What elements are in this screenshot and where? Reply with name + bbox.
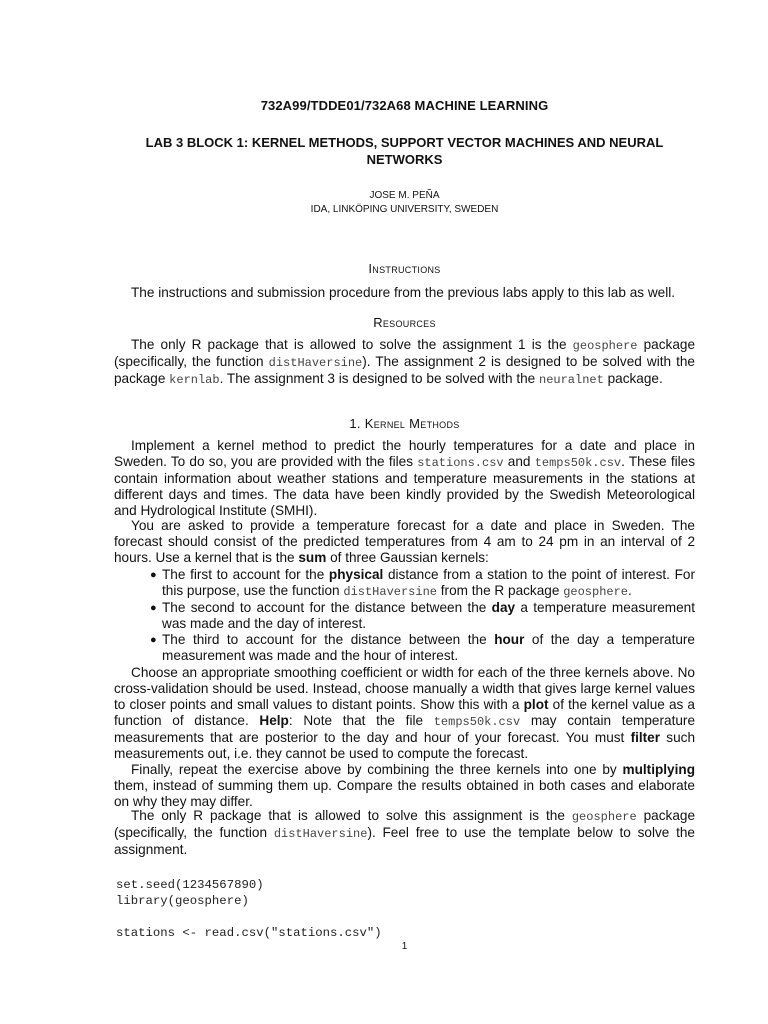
kernel-paragraph-2: You are asked to provide a temperature forecast for a date and place in Sweden. The forecast should consist of the predicted temperatures from 4 am to 24 pm in an interval of 2 hours. Use a kernel that is the sum of three Gaussian kernels: bbox=[114, 518, 695, 565]
code-line: set.seed(1234567890) bbox=[116, 878, 264, 892]
code-geosphere: geosphere bbox=[572, 339, 638, 353]
author-block bbox=[114, 189, 695, 217]
page-number: 1 bbox=[401, 941, 408, 952]
kernel-paragraph-3: Choose an appropriate smoothing coefficient or width for each of the three kernels above. No cross-validation should be used. Instead, choose manually a width that gives large kernel values to closer points and small values to distant points. Show this with a plot of the kernel value as a function of distance. Help: Note that the file temps50k.csv may contain temperature measurements that are posterior to the day and hour of your forecast. You must filter such measurements out, i.e. they cannot be used to compute the forecast. bbox=[114, 665, 696, 761]
kernel-paragraph-5: The only R package that is allowed to solve this assignment is the geosphere package (specifically, the function distHaversine). Feel free to use the template below to solve the assignment. bbox=[114, 808, 696, 857]
code-line: library(geosphere) bbox=[116, 894, 249, 908]
code-stations-csv: stations.csv bbox=[417, 456, 504, 470]
instructions-paragraph: The instructions and submission procedure from the previous labs apply to this lab as well. bbox=[131, 285, 676, 300]
code-kernlab: kernlab bbox=[169, 373, 220, 387]
r-code-block bbox=[116, 877, 382, 941]
code-disthaversine: distHaversine bbox=[268, 356, 363, 370]
list-item: ● The second to account for the distance between the day a temperature measurement was made and the day of interest. bbox=[150, 600, 695, 631]
author-name: JOSE M. PEÑA bbox=[369, 190, 440, 201]
lab-title-line2: NETWORKS bbox=[366, 152, 443, 167]
lab-title bbox=[114, 134, 695, 168]
code-line bbox=[116, 909, 382, 925]
bullet-icon: ● bbox=[150, 602, 157, 614]
code-line: stations <- read.csv("stations.csv") bbox=[116, 926, 382, 940]
code-neuralnet: neuralnet bbox=[539, 373, 604, 387]
kernel-paragraph-1: Implement a kernel method to predict the hourly temperatures for a date and place in Sweden. To do so, you are provided with the files stations.csv and temps50k.csv. These files contain information about weather stations and temperature measurements in the stations at different days and times. The data have been kindly provided by the Swedish Meteorological and Hydrological Institute (SMHI). bbox=[114, 438, 695, 518]
kernel-bullet-list bbox=[114, 567, 695, 664]
list-item: ● The first to account for the physical distance from a station to the point of interest. For this purpose, use the function distHaversine from the R package geosphere. bbox=[150, 567, 695, 599]
kernel-methods-heading: 1. Kernel Methods bbox=[349, 416, 460, 431]
code-temps-csv: temps50k.csv bbox=[534, 456, 622, 470]
resources-paragraph: The only R package that is allowed to solve the assignment 1 is the geosphere package (specifically, the function distHaversine). The assignment 2 is designed to be solved with the package kernlab. The assignment 3 is designed to be solved with the neuralnet package. bbox=[114, 337, 696, 387]
author-affiliation: IDA, LINKÖPING UNIVERSITY, SWEDEN bbox=[310, 204, 499, 215]
instructions-heading: Instructions bbox=[368, 261, 441, 276]
resources-heading: Resources bbox=[373, 315, 436, 330]
course-title: 732A99/TDDE01/732A68 MACHINE LEARNING bbox=[260, 98, 549, 113]
kernel-paragraph-4: Finally, repeat the exercise above by combining the three kernels into one by multiplying them, instead of summing them up. Compare the results obtained in both cases and elaborate on why they may differ. bbox=[114, 762, 695, 809]
lab-title-line1: LAB 3 BLOCK 1: KERNEL METHODS, SUPPORT VECTOR MACHINES AND NEURAL bbox=[145, 135, 664, 150]
bullet-icon: ● bbox=[150, 569, 157, 581]
bullet-icon: ● bbox=[150, 634, 157, 646]
list-item: ● The third to account for the distance between the hour of the day a temperature measurement was made and the hour of interest. bbox=[150, 632, 695, 663]
